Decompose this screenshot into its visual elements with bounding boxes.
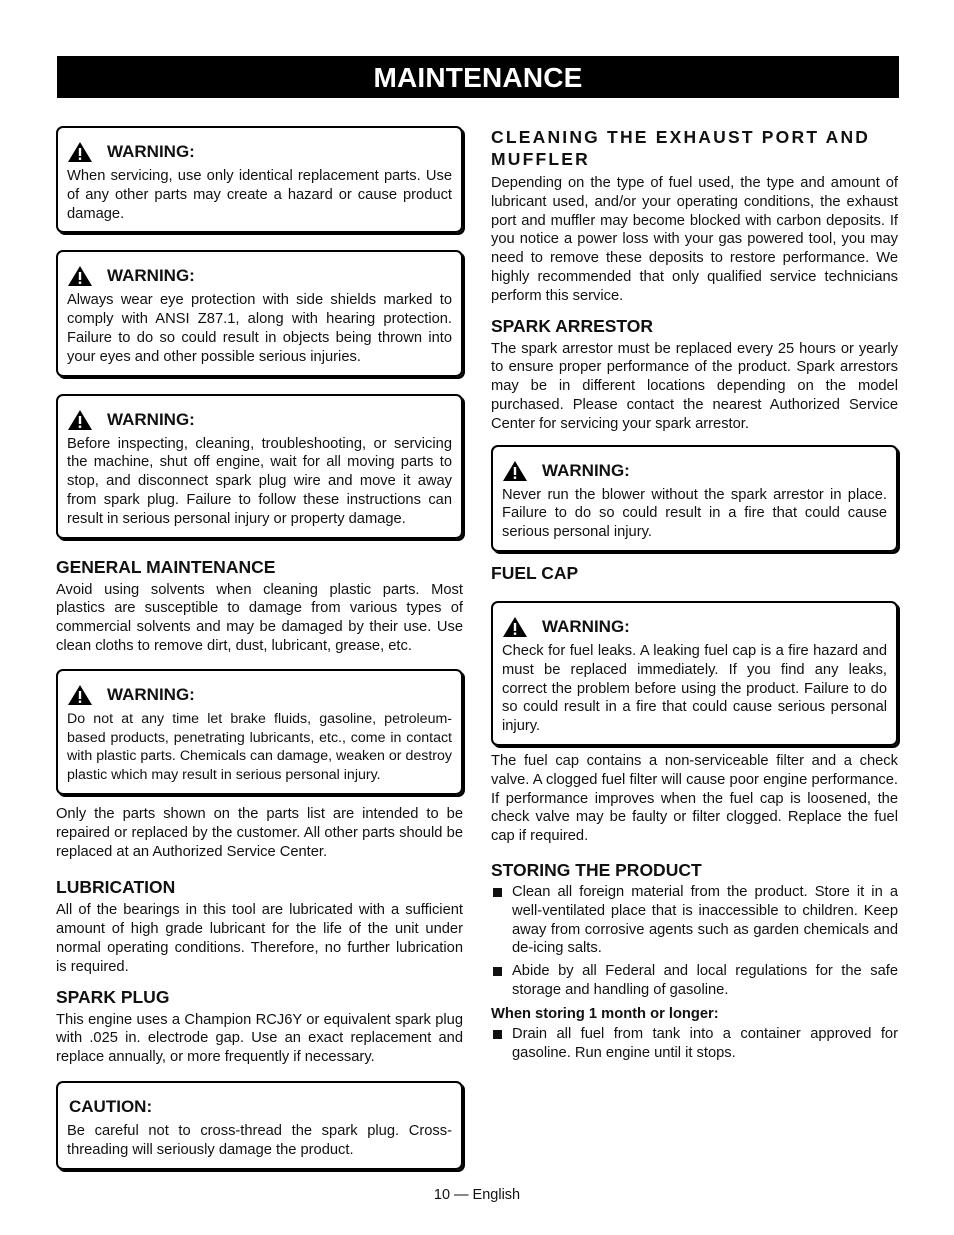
exhaust-port-text: Depending on the type of fuel used, the type and amount of lubricant used, and/or your operating conditions, the exhaust port and muffler may become blocked with carbon deposits. If you notice a power loss with your gas powered tool, you may need to remove these deposits to restore performance. We highly recommended that only qualified service technicians perform this service. bbox=[491, 175, 898, 304]
warning-text: When servicing, use only identical replacement parts. Use of any other parts may create a hazard or cause product damage. bbox=[67, 168, 452, 222]
storing-subheading: When storing 1 month or longer: bbox=[491, 1005, 719, 1022]
list-item: Drain all fuel from tank into a container approved for gasoline. Run engine until it stops. bbox=[491, 1025, 898, 1063]
warning-text: Do not at any time let brake fluids, gasoline, petroleum-based products, penetrating lubricants, etc., come in contact with plastic parts. Chemicals can damage, weaken or destroy plastic which may result in serious personal injury. bbox=[67, 710, 452, 784]
storing-bullet-list bbox=[491, 883, 898, 1000]
section-heading-storing: STORING THE PRODUCT bbox=[491, 859, 702, 880]
caution-box-cross-thread bbox=[56, 1081, 463, 1170]
list-item: Clean all foreign material from the product. Store it in a well-ventilated place that is inaccessible to children. Keep away from corrosive agents such as garden chemicals and de-icing salts. bbox=[491, 883, 898, 958]
fuel-cap-text: The fuel cap contains a non-serviceable filter and a check valve. A clogged fuel filter will cause poor engine performance. If performance improves when the fuel cap is loosened, the check valve may be faulty or filter clogged. Replace the fuel cap if required. bbox=[491, 752, 898, 845]
warning-label: WARNING: bbox=[542, 616, 630, 636]
warning-triangle-icon bbox=[67, 141, 93, 163]
warning-box-fuel-leaks bbox=[491, 601, 898, 746]
warning-triangle-icon bbox=[67, 409, 93, 431]
caution-text: Be careful not to cross-thread the spark plug. Cross-threading will seriously damage the product. bbox=[67, 1122, 452, 1158]
section-heading-spark-arrestor: SPARK ARRESTOR bbox=[491, 315, 654, 336]
section-heading-spark-plug: SPARK PLUG bbox=[56, 986, 170, 1007]
warning-label: WARNING: bbox=[107, 684, 195, 704]
warning-triangle-icon bbox=[502, 616, 528, 638]
warning-triangle-icon bbox=[502, 460, 528, 482]
lubrication-text: All of the bearings in this tool are lubricated with a sufficient amount of high grade lubricant for the life of the unit under normal operating conditions. Therefore, no further lubrication is required. bbox=[56, 902, 463, 975]
page-footer: 10 — English bbox=[433, 1187, 521, 1203]
spark-arrestor-text: The spark arrestor must be replaced every 25 hours or yearly to ensure proper performance of the product. Spark arrestors may be in different locations depending on the model purchased. Please contact the nearest Authorized Service Center for servicing your spark arrestor. bbox=[491, 340, 898, 432]
warning-label: WARNING: bbox=[542, 460, 630, 480]
warning-label: WARNING: bbox=[107, 409, 195, 429]
right-column bbox=[491, 126, 898, 1066]
warning-label: WARNING: bbox=[107, 142, 195, 161]
warning-text: Check for fuel leaks. A leaking fuel cap is a fire hazard and must be replaced immediately. If you find any leaks, correct the problem before using the product. Failure to do so could result in a fire that could cause serious personal injury. bbox=[502, 642, 887, 735]
warning-label: WARNING: bbox=[107, 266, 195, 286]
section-heading-fuel-cap: FUEL CAP bbox=[491, 562, 579, 583]
warning-box-spark-arrestor bbox=[491, 445, 898, 552]
warning-text: Never run the blower without the spark arrestor in place. Failure to do so could result in a fire that could cause serious personal injury. bbox=[502, 486, 887, 541]
spark-plug-text: This engine uses a Champion RCJ6Y or equivalent spark plug with .025 in. electrode gap. Use an exact replacement and replace annually, or more frequently if necessary. bbox=[56, 1011, 463, 1066]
warning-text: Before inspecting, cleaning, troubleshooting, or servicing the machine, shut off engine, wait for all moving parts to stop, and disconnect spark plug wire and move it away from spark plug. Failure to follow these instructions can result in serious personal injury or property damage. bbox=[67, 435, 452, 527]
general-maintenance-text: Avoid using solvents when cleaning plastic parts. Most plastics are susceptible to damage from various types of commercial solvents and may be damaged by their use. Use clean cloths to remove dirt, dust, lubricant, grease, etc. bbox=[56, 581, 463, 654]
page-title-banner: MAINTENANCE bbox=[57, 56, 899, 98]
section-heading-lubrication: LUBRICATION bbox=[56, 877, 176, 898]
warning-box-before-inspecting bbox=[56, 394, 463, 539]
storing-sub-bullet-list bbox=[491, 1025, 898, 1063]
warning-triangle-icon bbox=[67, 684, 93, 706]
warning-box-chemicals bbox=[56, 669, 463, 795]
warning-text: Always wear eye protection with side shields marked to comply with ANSI Z87.1, along with hearing protection. Failure to do so could result in objects being thrown into your eyes and other possible serious injuries. bbox=[67, 292, 452, 365]
caution-label: CAUTION: bbox=[69, 1096, 153, 1116]
parts-list-text: Only the parts shown on the parts list are intended to be repaired or replaced by the customer. All other parts should be replaced at an Authorized Service Center. bbox=[56, 805, 463, 860]
warning-box-eye-protection bbox=[56, 250, 463, 376]
left-column bbox=[56, 126, 463, 1184]
warning-box-replacement-parts bbox=[56, 126, 463, 233]
warning-triangle-icon bbox=[67, 265, 93, 287]
section-heading-exhaust-port: CLEANING THE EXHAUST PORT AND MUFFLER bbox=[491, 127, 871, 169]
section-heading-general-maintenance: GENERAL MAINTENANCE bbox=[56, 556, 276, 577]
list-item: Abide by all Federal and local regulations for the safe storage and handling of gasoline. bbox=[491, 962, 898, 1000]
